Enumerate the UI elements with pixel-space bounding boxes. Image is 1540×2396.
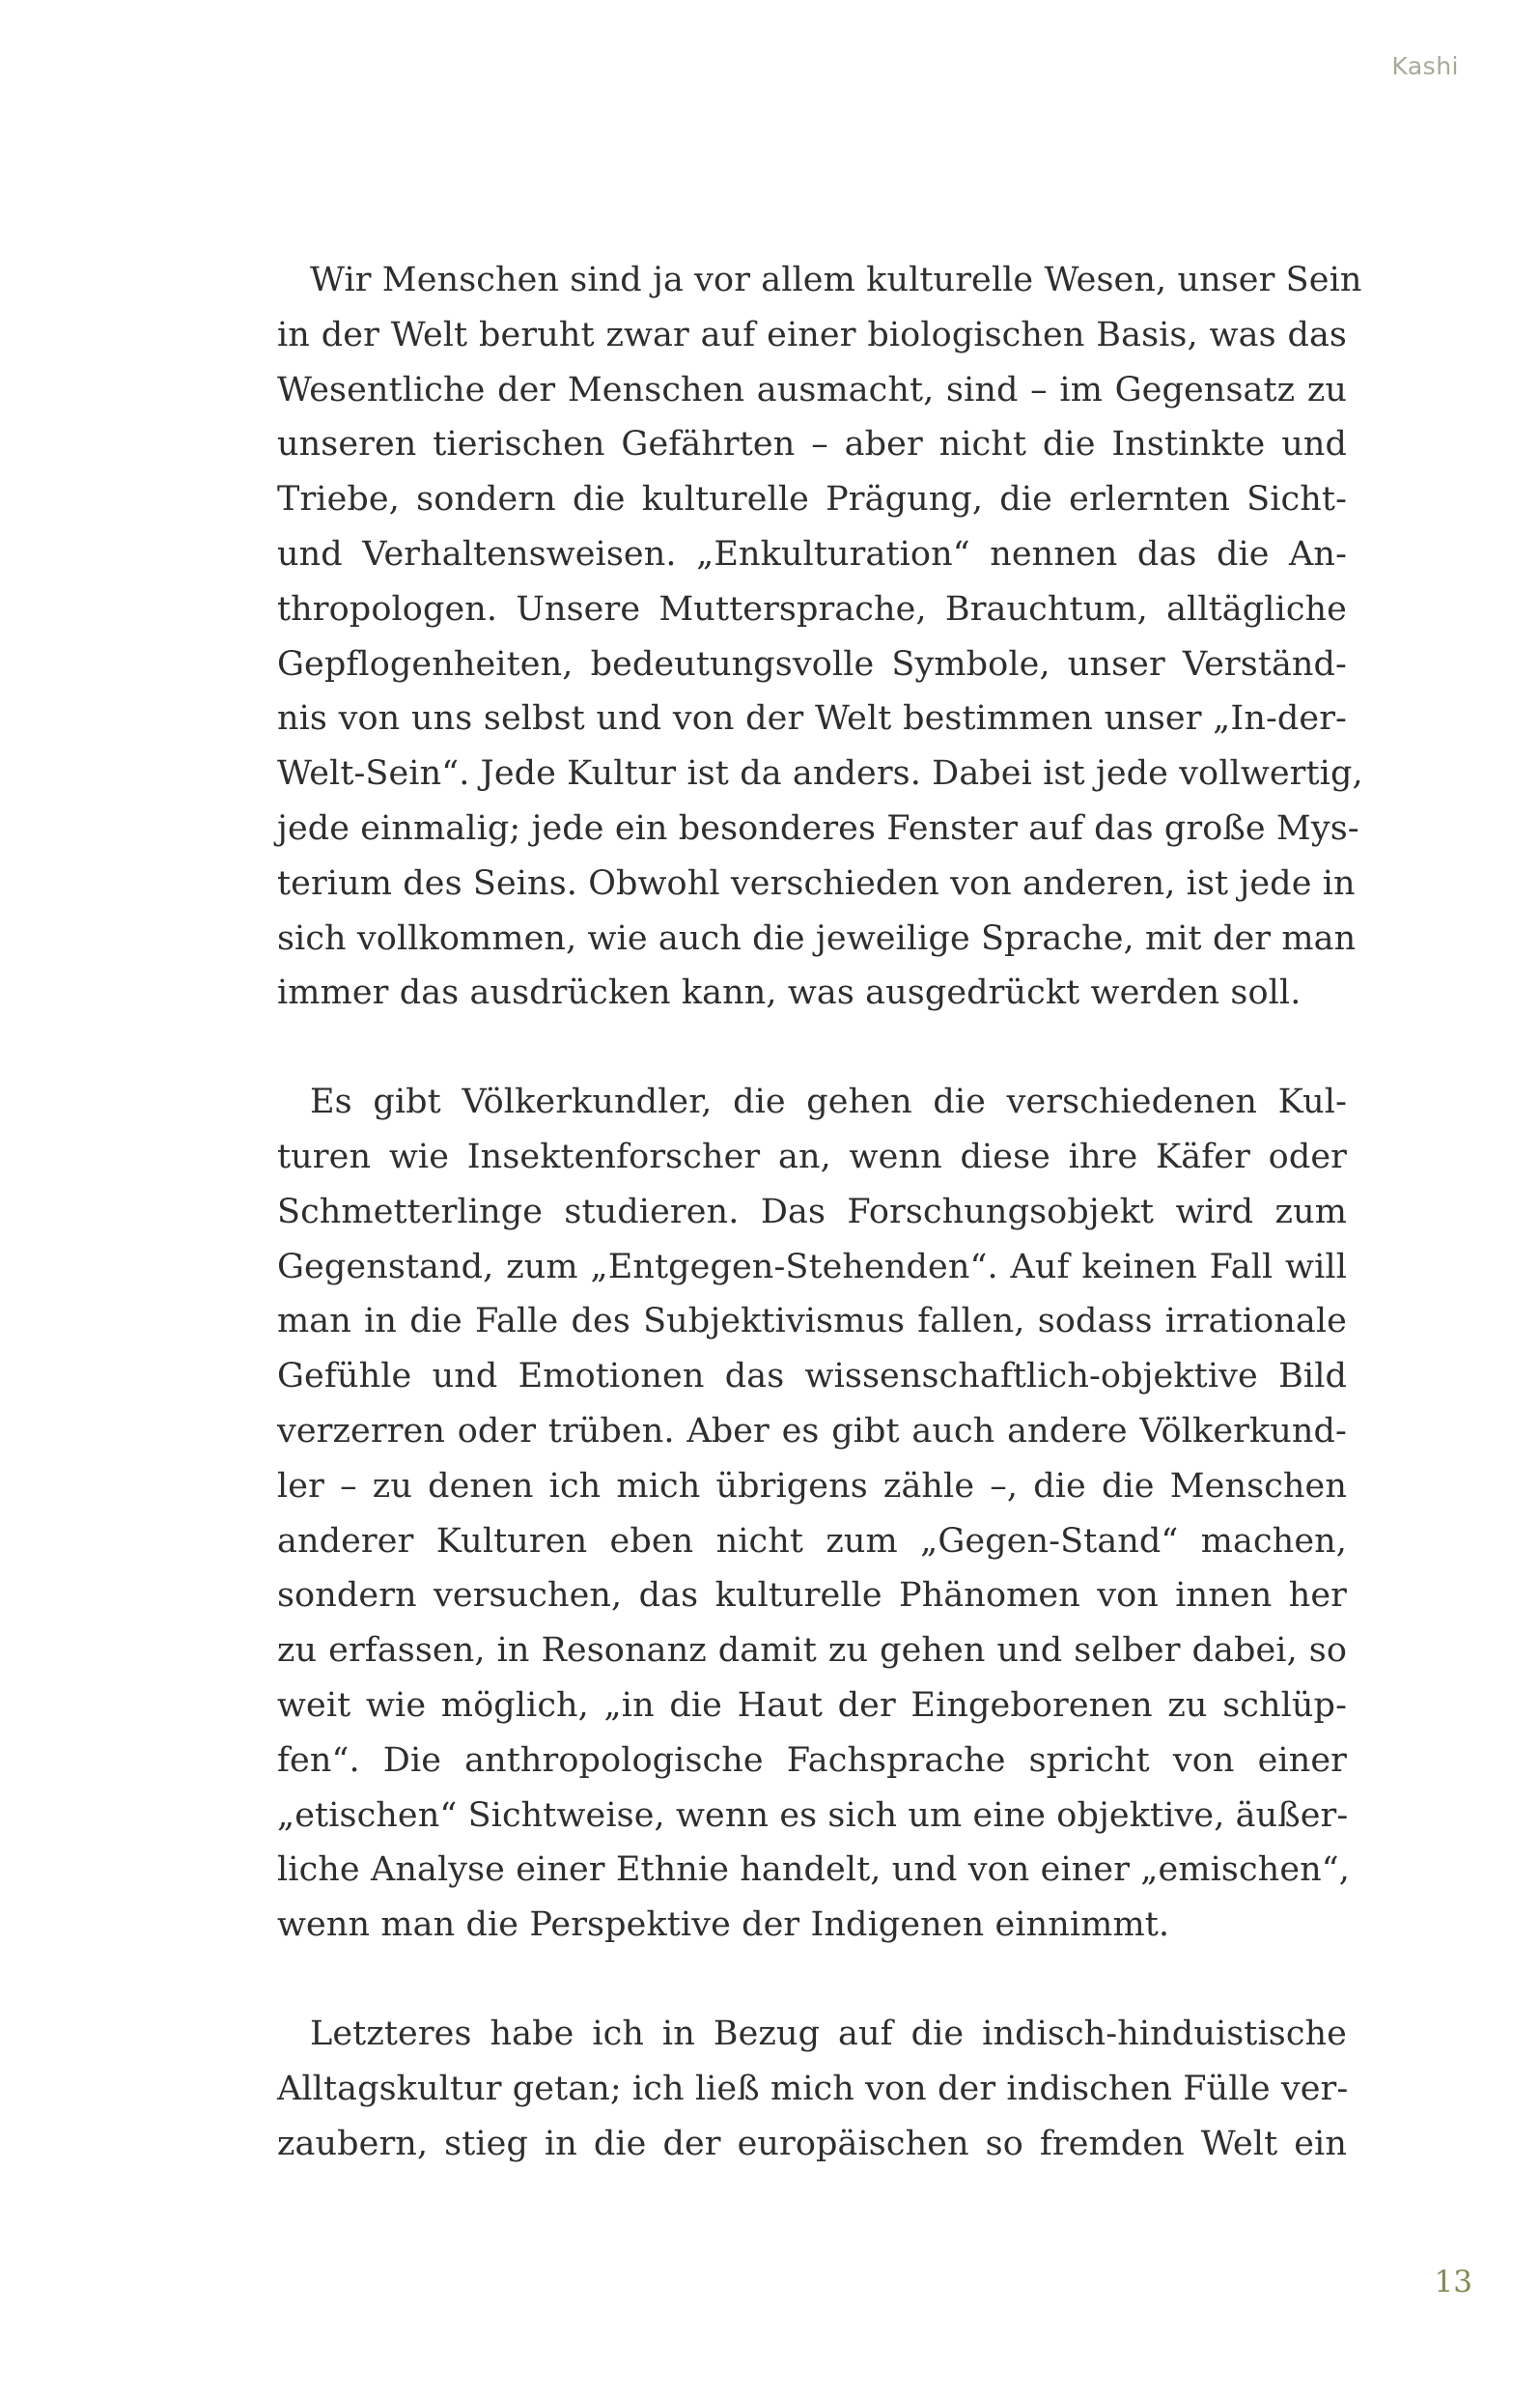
text-line: turen wie Insektenforscher an, wenn diese ihre Käfer oder [277, 1137, 1347, 1176]
paragraph [277, 1075, 1350, 1953]
text-line: Gegenstand, zum „Entgegen-Stehenden“. Auf keinen Fall will [277, 1247, 1347, 1286]
text-line: und Verhaltensweisen. „Enkulturation“ nennen das die An- [277, 534, 1347, 574]
paragraph-spacer [277, 1953, 1347, 2007]
text-line: verzerren oder trüben. Aber es gibt auch andere Völkerkund- [277, 1411, 1347, 1451]
text-line: Letzteres habe ich in Bezug auf die indisch-hinduistische [310, 2014, 1347, 2053]
text-line: thropologen. Unsere Muttersprache, Brauchtum, alltägliche [277, 589, 1347, 629]
text-line: fen“. Die anthropologische Fachsprache spricht von einer [277, 1740, 1347, 1780]
paragraph-spacer [277, 1021, 1347, 1075]
text-line: Welt-Sein“. Jede Kultur ist da anders. Dabei ist jede vollwertig, [277, 754, 1363, 794]
text-line: Wesentliche der Menschen ausmacht, sind – im Gegensatz zu [277, 370, 1347, 409]
page-number: 13 [1434, 2265, 1472, 2299]
text-line: zu erfassen, in Resonanz damit zu gehen und selber dabei, so [277, 1631, 1347, 1671]
text-line: terium des Seins. Obwohl verschieden von anderen, ist jede in [277, 863, 1356, 903]
text-line: Es gibt Völkerkundler, die gehen die verschiedenen Kul- [310, 1083, 1347, 1122]
text-line: Gefühle und Emotionen das wissenschaftlich-objektive Bild [277, 1357, 1347, 1396]
text-line: weit wie möglich, „in die Haut der Eingeborenen zu schlüp- [277, 1685, 1347, 1725]
text-line: in der Welt beruht zwar auf einer biologischen Basis, was das [277, 315, 1347, 354]
text-line: „etischen“ Sichtweise, wenn es sich um eine objektive, äußer- [277, 1795, 1349, 1835]
text-line: unseren tierischen Gefährten – aber nicht die Instinkte und [277, 425, 1347, 465]
running-header-title: Kashi [1391, 52, 1459, 80]
text-line: nis von uns selbst und von der Welt bestimmen unser „In-der- [277, 699, 1347, 739]
text-line: Triebe, sondern die kulturelle Prägung, die erlernten Sicht- [277, 480, 1347, 520]
text-line: anderer Kulturen eben nicht zum „Gegen-Stand“ machen, [277, 1521, 1347, 1561]
text-line: Wir Menschen sind ja vor allem kulturelle Wesen, unser Sein [310, 261, 1362, 299]
body-text [277, 253, 1363, 2171]
text-line: jede einmalig; jede ein besonderes Fenster auf das große Mys- [277, 808, 1359, 848]
text-line: Schmetterlinge studieren. Das Forschungsobjekt wird zum [277, 1192, 1347, 1231]
text-line: liche Analyse einer Ethnie handelt, und von einer „emischen“, [277, 1850, 1350, 1890]
text-line: wenn man die Perspektive der Indigenen einnimmt. [277, 1905, 1170, 1945]
text-line: immer das ausdrücken kann, was ausgedrückt werden soll. [277, 973, 1302, 1013]
text-line: ler – zu denen ich mich übrigens zähle –, die die Menschen [277, 1466, 1347, 1506]
text-line: man in die Falle des Subjektivismus fallen, sodass irrationale [277, 1302, 1347, 1341]
text-line: zaubern, stieg in die der europäischen so fremden Welt ein [277, 2124, 1347, 2163]
text-line: sich vollkommen, wie auch die jeweilige Sprache, mit der man [277, 918, 1357, 958]
text-line: Alltagskultur getan; ich ließ mich von der indischen Fülle ver- [277, 2069, 1349, 2108]
paragraph [277, 253, 1363, 1021]
text-line: sondern versuchen, das kulturelle Phänomen von innen her [277, 1576, 1347, 1616]
text-line: Gepflogenheiten, bedeutungsvolle Symbole, unser Verständ- [277, 644, 1347, 684]
paragraph [277, 2007, 1347, 2171]
